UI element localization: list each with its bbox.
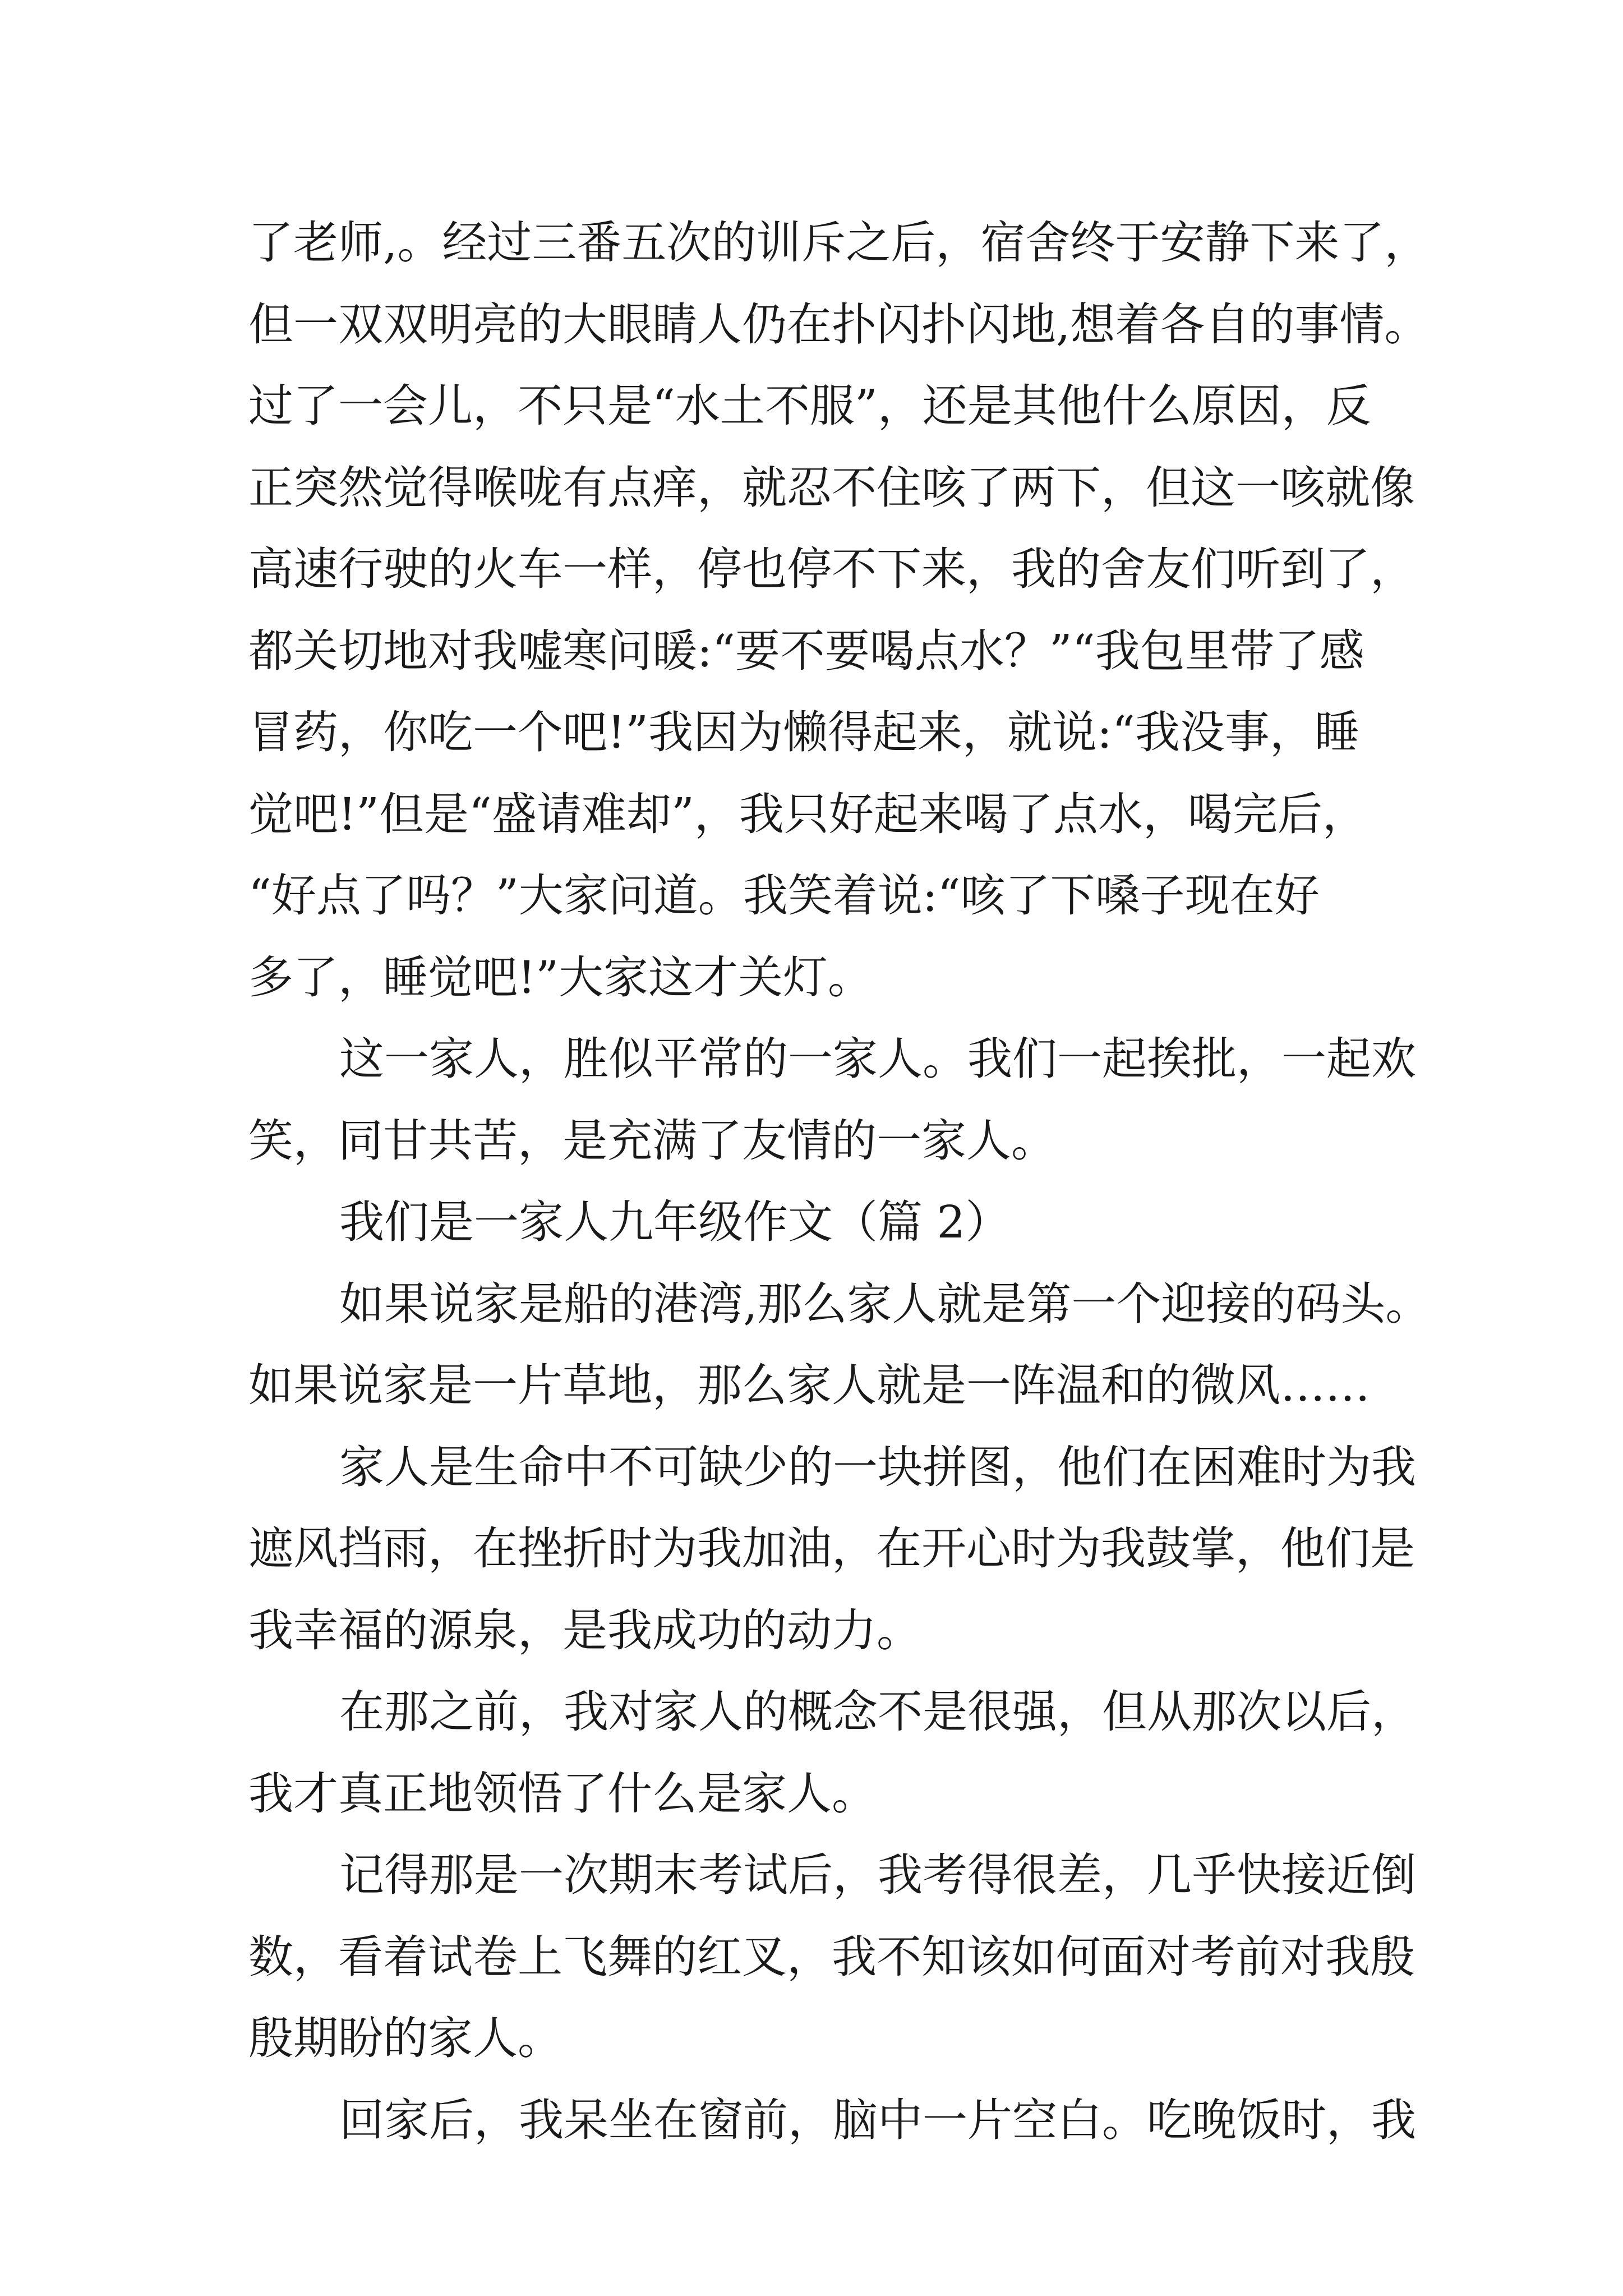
- text-line: 多了，睡觉吧!”大家这才关灯。: [248, 951, 873, 1004]
- text-line: 了老师,。经过三番五次的训斥之后，宿舍终于安静下来了，: [248, 217, 1430, 269]
- text-line: 我们是一家人九年级作文（篇 2）: [339, 1196, 1011, 1248]
- text-line: 过了一会儿，不只是“水土不服”，还是其他什么原因，反: [248, 380, 1371, 432]
- text-line: 遮风挡雨，在挫折时为我加油，在开心时为我鼓掌，他们是: [248, 1522, 1415, 1575]
- text-line: 冒药，你吃一个吧!”我因为懒得起来，就说:“我没事，睡: [248, 706, 1359, 758]
- text-line: 殷期盼的家人。: [248, 2012, 562, 2064]
- text-line: 但一双双明亮的大眼睛人仍在扑闪扑闪地,想着各自的事情。: [248, 298, 1430, 351]
- text-line: 在那之前，我对家人的概念不是很强，但从那次以后，: [339, 1686, 1416, 1738]
- text-line: 我幸福的源泉，是我成功的动力。: [248, 1604, 921, 1657]
- text-line: 数，看着试卷上飞舞的红叉，我不知该如何面对考前对我殷: [248, 1930, 1415, 1983]
- text-line: 都关切地对我嘘寒问暖:“要不要喝点水？”“我包里带了感: [248, 624, 1364, 677]
- text-line: 如果说家是一片草地，那么家人就是一阵温和的微风……: [248, 1359, 1370, 1411]
- text-line: 如果说家是船的港湾,那么家人就是第一个迎接的码头。: [339, 1277, 1431, 1330]
- text-line: 笑，同甘共苦，是充满了友情的一家人。: [248, 1114, 1056, 1167]
- text-line: 记得那是一次期末考试后，我考得很差，几乎快接近倒: [339, 1849, 1416, 1901]
- text-line: 正突然觉得喉咙有点痒，就忍不住咳了两下，但这一咳就像: [248, 461, 1415, 514]
- text-line: 我才真正地领悟了什么是家人。: [248, 1767, 877, 1820]
- text-line: 回家后，我呆坐在窗前，脑中一片空白。吃晚饭时，我: [339, 2093, 1416, 2146]
- text-line: 家人是生命中不可缺少的一块拼图，他们在困难时为我: [339, 1441, 1416, 1493]
- document-body: [248, 202, 1437, 2161]
- text-line: 这一家人，胜似平常的一家人。我们一起挨批，一起欢: [339, 1033, 1416, 1085]
- text-line: 高速行驶的火车一样，停也停不下来，我的舍友们听到了，: [248, 543, 1415, 595]
- text-line: 觉吧!”但是“盛请难却”，我只好起来喝了点水，喝完后，: [248, 788, 1367, 840]
- text-line: “好点了吗？”大家问道。我笑着说:“咳了下嗓子现在好: [248, 869, 1320, 922]
